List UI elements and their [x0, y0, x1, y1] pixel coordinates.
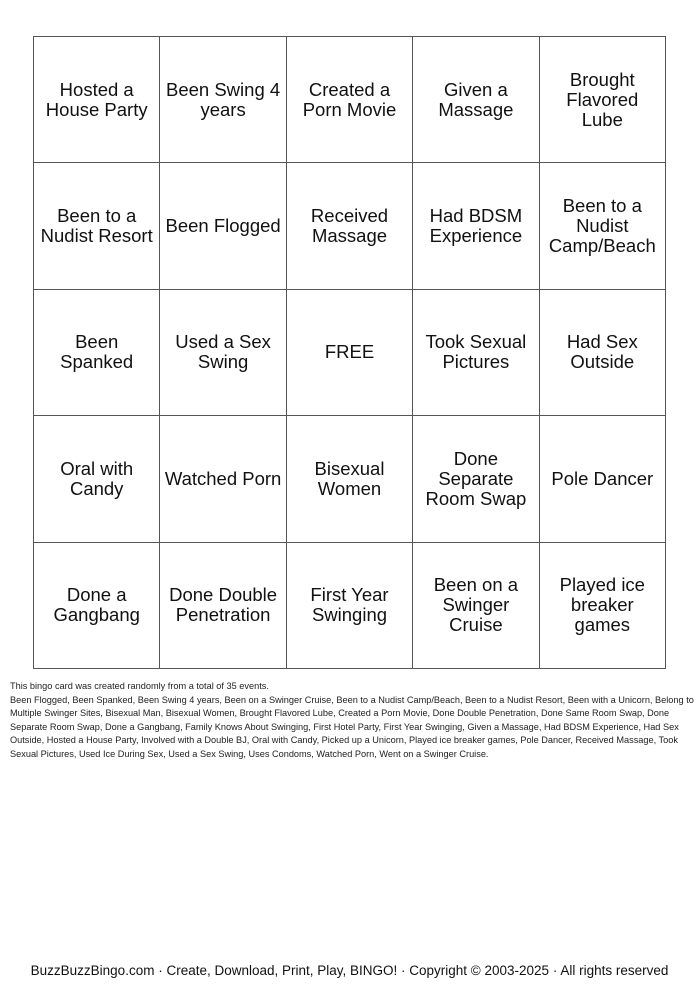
events-list: Been Flogged, Been Spanked, Been Swing 4 years, Been on a Swinger Cruise, Been to a Nudist Camp/Beach, Been to a Nudist Resort, Been with a Unicorn, Belong to Multiple Swinger Sites, Bisexual Man, Bisexual Women, Brought Flavored Lube, Created a Porn Movie, Done Double Penetration, Done Same Room Swap, Done Separate Room Swap, Done a Gangbang, Family Knows About Swinging, First Hotel Party, First Year Swinging, Given a Massage, Had BDSM Experience, Had Sex Outside, Hosted a House Party, Involved with a Double BJ, Oral with Candy, Picked up a Unicorn, Played ice breaker games, Pole Dancer, Received Massage, Took Sexual Pictures, Used Ice During Sex, Used a Sex Swing, Uses Condoms, Watched Porn, Went on a Swinger Cruise.	[10, 694, 694, 759]
footer-copyright: BuzzBuzzBingo.com · Create, Download, Print, Play, BINGO! · Copyright © 2003-2025 · All rights reserved	[30, 963, 669, 978]
bingo-cell: Hosted a House Party	[34, 37, 160, 163]
bingo-cell: Done Separate Room Swap	[413, 416, 539, 542]
bingo-cell: Used a Sex Swing	[160, 290, 286, 416]
bingo-cell: Been to a Nudist Camp/Beach	[540, 163, 666, 289]
bingo-cell: Been on a Swinger Cruise	[413, 543, 539, 669]
card-summary: This bingo card was created randomly from a total of 35 events.	[10, 681, 269, 691]
bingo-card-grid	[33, 36, 666, 669]
free-space-cell: FREE	[287, 290, 413, 416]
bingo-cell: Took Sexual Pictures	[413, 290, 539, 416]
bingo-cell: Been Flogged	[160, 163, 286, 289]
bingo-cell: Been Swing 4 years	[160, 37, 286, 163]
bingo-cell: Had BDSM Experience	[413, 163, 539, 289]
bingo-cell: Had Sex Outside	[540, 290, 666, 416]
card-info	[10, 680, 694, 762]
bingo-cell: Done a Gangbang	[34, 543, 160, 669]
bingo-cell: Received Massage	[287, 163, 413, 289]
bingo-cell: Watched Porn	[160, 416, 286, 542]
bingo-cell: Oral with Candy	[34, 416, 160, 542]
bingo-cell: Played ice breaker games	[540, 543, 666, 669]
bingo-cell: Done Double Penetration	[160, 543, 286, 669]
bingo-cell: Given a Massage	[413, 37, 539, 163]
bingo-cell: Bisexual Women	[287, 416, 413, 542]
bingo-cell: Been to a Nudist Resort	[34, 163, 160, 289]
bingo-cell: Been Spanked	[34, 290, 160, 416]
bingo-cell: Created a Porn Movie	[287, 37, 413, 163]
bingo-cell: Brought Flavored Lube	[540, 37, 666, 163]
bingo-cell: First Year Swinging	[287, 543, 413, 669]
bingo-cell: Pole Dancer	[540, 416, 666, 542]
